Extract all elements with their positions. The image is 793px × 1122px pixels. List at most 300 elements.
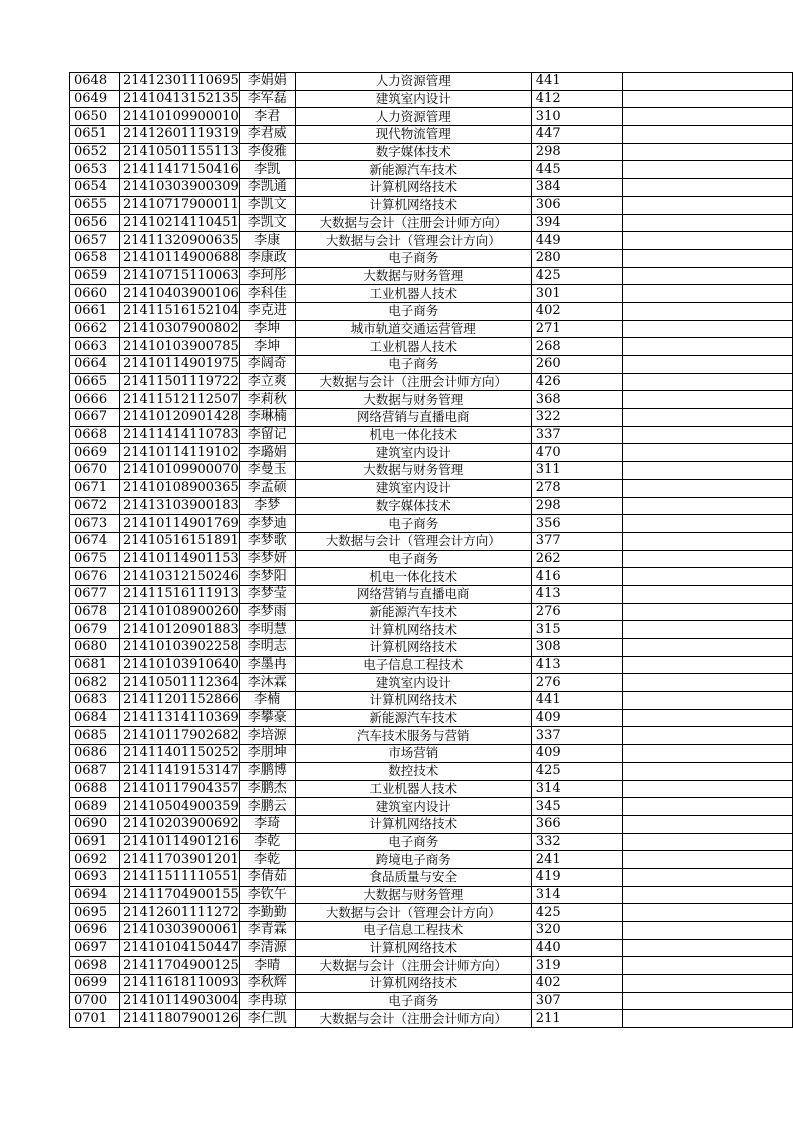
- exam-id-cell: 21411512112507: [120, 391, 240, 409]
- student-name-cell: 李朋坤: [239, 745, 295, 763]
- student-name-cell: 李鹏杰: [239, 780, 295, 798]
- score-cell: 307: [531, 992, 622, 1010]
- remark-cell: [622, 497, 792, 515]
- seq-cell: 0658: [70, 249, 120, 267]
- table-row: [70, 108, 793, 126]
- exam-id-cell: 21411516152104: [120, 302, 240, 320]
- major-cell: 大数据与财务管理: [295, 462, 531, 480]
- seq-cell: 0653: [70, 161, 120, 179]
- table-row: [70, 585, 793, 603]
- remark-cell: [622, 373, 792, 391]
- remark-cell: [622, 285, 792, 303]
- table-row: [70, 692, 793, 710]
- student-name-cell: 李凯文: [239, 214, 295, 232]
- table-row: [70, 815, 793, 833]
- major-cell: 人力资源管理: [295, 73, 531, 91]
- table-row: [70, 603, 793, 621]
- table-row: [70, 798, 793, 816]
- seq-cell: 0688: [70, 780, 120, 798]
- table-row: [70, 285, 793, 303]
- exam-id-cell: 21411201152866: [120, 692, 240, 710]
- score-cell: 384: [531, 179, 622, 197]
- table-row: [70, 249, 793, 267]
- major-cell: 数字媒体技术: [295, 143, 531, 161]
- exam-id-cell: 21410312150246: [120, 568, 240, 586]
- seq-cell: 0694: [70, 886, 120, 904]
- remark-cell: [622, 957, 792, 975]
- remark-cell: [622, 603, 792, 621]
- student-name-cell: 李康政: [239, 249, 295, 267]
- seq-cell: 0665: [70, 373, 120, 391]
- score-cell: 413: [531, 585, 622, 603]
- student-name-cell: 李勤勤: [239, 904, 295, 922]
- table-row: [70, 868, 793, 886]
- remark-cell: [622, 727, 792, 745]
- student-name-cell: 李琦: [239, 815, 295, 833]
- student-name-cell: 李冉琼: [239, 992, 295, 1010]
- remark-cell: [622, 267, 792, 285]
- table-row: [70, 214, 793, 232]
- student-name-cell: 李立爽: [239, 373, 295, 391]
- seq-cell: 0679: [70, 621, 120, 639]
- score-sheet: [69, 72, 793, 1028]
- exam-id-cell: 21410109900010: [120, 108, 240, 126]
- seq-cell: 0697: [70, 939, 120, 957]
- exam-id-cell: 21410403900106: [120, 285, 240, 303]
- table-row: [70, 161, 793, 179]
- table-row: [70, 320, 793, 338]
- student-name-cell: 李璐娟: [239, 444, 295, 462]
- exam-id-cell: 21410413152135: [120, 90, 240, 108]
- exam-id-cell: 21411419153147: [120, 762, 240, 780]
- seq-cell: 0698: [70, 957, 120, 975]
- major-cell: 计算机网络技术: [295, 975, 531, 993]
- exam-id-cell: 21412301110695: [120, 73, 240, 91]
- major-cell: 大数据与会计（注册会计师方向）: [295, 373, 531, 391]
- score-cell: 425: [531, 267, 622, 285]
- major-cell: 数控技术: [295, 762, 531, 780]
- table-row: [70, 73, 793, 91]
- major-cell: 网络营销与直播电商: [295, 409, 531, 427]
- student-name-cell: 李坤: [239, 338, 295, 356]
- exam-id-cell: 21410114901153: [120, 550, 240, 568]
- student-name-cell: 李凯: [239, 161, 295, 179]
- seq-cell: 0648: [70, 73, 120, 91]
- seq-cell: 0684: [70, 709, 120, 727]
- major-cell: 电子商务: [295, 302, 531, 320]
- score-cell: 425: [531, 904, 622, 922]
- score-cell: 441: [531, 692, 622, 710]
- student-name-cell: 李君: [239, 108, 295, 126]
- seq-cell: 0667: [70, 409, 120, 427]
- exam-id-cell: 21411704900155: [120, 886, 240, 904]
- major-cell: 大数据与会计（管理会计方向）: [295, 904, 531, 922]
- major-cell: 城市轨道交通运营管理: [295, 320, 531, 338]
- exam-id-cell: 21410108900365: [120, 479, 240, 497]
- major-cell: 人力资源管理: [295, 108, 531, 126]
- major-cell: 计算机网络技术: [295, 179, 531, 197]
- major-cell: 机电一体化技术: [295, 426, 531, 444]
- student-name-cell: 李凯通: [239, 179, 295, 197]
- table-row: [70, 957, 793, 975]
- student-name-cell: 李墨冉: [239, 656, 295, 674]
- exam-id-cell: 21410108900260: [120, 603, 240, 621]
- seq-cell: 0651: [70, 126, 120, 144]
- seq-cell: 0664: [70, 356, 120, 374]
- exam-id-cell: 21410307900802: [120, 320, 240, 338]
- exam-id-cell: 21410501155113: [120, 143, 240, 161]
- student-name-cell: 李梦莹: [239, 585, 295, 603]
- exam-id-cell: 21413103900183: [120, 497, 240, 515]
- exam-id-cell: 21412601119319: [120, 126, 240, 144]
- table-row: [70, 90, 793, 108]
- major-cell: 大数据与会计（管理会计方向）: [295, 232, 531, 250]
- student-name-cell: 李钦午: [239, 886, 295, 904]
- major-cell: 建筑室内设计: [295, 798, 531, 816]
- remark-cell: [622, 656, 792, 674]
- major-cell: 大数据与会计（注册会计师方向）: [295, 1010, 531, 1028]
- student-name-cell: 李科佳: [239, 285, 295, 303]
- score-cell: 425: [531, 762, 622, 780]
- exam-id-cell: 21410103900785: [120, 338, 240, 356]
- remark-cell: [622, 762, 792, 780]
- seq-cell: 0696: [70, 922, 120, 940]
- major-cell: 计算机网络技术: [295, 196, 531, 214]
- student-name-cell: 李梦阳: [239, 568, 295, 586]
- student-name-cell: 李娟娟: [239, 73, 295, 91]
- seq-cell: 0662: [70, 320, 120, 338]
- score-cell: 409: [531, 745, 622, 763]
- score-cell: 426: [531, 373, 622, 391]
- seq-cell: 0668: [70, 426, 120, 444]
- exam-id-cell: 21410103910640: [120, 656, 240, 674]
- exam-id-cell: 21410715110063: [120, 267, 240, 285]
- remark-cell: [622, 639, 792, 657]
- remark-cell: [622, 515, 792, 533]
- score-cell: 276: [531, 674, 622, 692]
- remark-cell: [622, 709, 792, 727]
- exam-id-cell: 21411807900126: [120, 1010, 240, 1028]
- seq-cell: 0692: [70, 851, 120, 869]
- exam-id-cell: 21411703901201: [120, 851, 240, 869]
- seq-cell: 0683: [70, 692, 120, 710]
- score-cell: 368: [531, 391, 622, 409]
- major-cell: 电子商务: [295, 550, 531, 568]
- exam-id-cell: 21410504900359: [120, 798, 240, 816]
- seq-cell: 0700: [70, 992, 120, 1010]
- student-name-cell: 李清源: [239, 939, 295, 957]
- seq-cell: 0672: [70, 497, 120, 515]
- remark-cell: [622, 745, 792, 763]
- remark-cell: [622, 196, 792, 214]
- major-cell: 建筑室内设计: [295, 479, 531, 497]
- table-row: [70, 1010, 793, 1028]
- table-row: [70, 302, 793, 320]
- seq-cell: 0676: [70, 568, 120, 586]
- score-cell: 308: [531, 639, 622, 657]
- exam-id-cell: 21410114901975: [120, 356, 240, 374]
- major-cell: 新能源汽车技术: [295, 161, 531, 179]
- table-row: [70, 568, 793, 586]
- major-cell: 大数据与会计（注册会计师方向）: [295, 214, 531, 232]
- student-name-cell: 李秋辉: [239, 975, 295, 993]
- seq-cell: 0649: [70, 90, 120, 108]
- table-row: [70, 196, 793, 214]
- score-cell: 322: [531, 409, 622, 427]
- score-cell: 402: [531, 302, 622, 320]
- exam-id-cell: 21410114901769: [120, 515, 240, 533]
- major-cell: 建筑室内设计: [295, 90, 531, 108]
- major-cell: 市场营销: [295, 745, 531, 763]
- remark-cell: [622, 302, 792, 320]
- exam-id-cell: 21410120901883: [120, 621, 240, 639]
- major-cell: 大数据与财务管理: [295, 391, 531, 409]
- major-cell: 计算机网络技术: [295, 939, 531, 957]
- exam-id-cell: 21410103902258: [120, 639, 240, 657]
- score-cell: 416: [531, 568, 622, 586]
- score-cell: 337: [531, 727, 622, 745]
- score-cell: 306: [531, 196, 622, 214]
- remark-cell: [622, 409, 792, 427]
- student-name-cell: 李仁凯: [239, 1010, 295, 1028]
- exam-id-cell: 21411511110551: [120, 868, 240, 886]
- exam-id-cell: 21410114903004: [120, 992, 240, 1010]
- score-cell: 412: [531, 90, 622, 108]
- seq-cell: 0681: [70, 656, 120, 674]
- exam-id-cell: 21411414110783: [120, 426, 240, 444]
- student-name-cell: 李琳楠: [239, 409, 295, 427]
- student-name-cell: 李明慧: [239, 621, 295, 639]
- major-cell: 建筑室内设计: [295, 444, 531, 462]
- seq-cell: 0675: [70, 550, 120, 568]
- major-cell: 汽车技术服务与营销: [295, 727, 531, 745]
- major-cell: 新能源汽车技术: [295, 709, 531, 727]
- score-cell: 332: [531, 833, 622, 851]
- table-row: [70, 267, 793, 285]
- major-cell: 电子商务: [295, 992, 531, 1010]
- table-row: [70, 762, 793, 780]
- score-cell: 440: [531, 939, 622, 957]
- score-cell: 377: [531, 532, 622, 550]
- remark-cell: [622, 143, 792, 161]
- major-cell: 大数据与财务管理: [295, 886, 531, 904]
- remark-cell: [622, 780, 792, 798]
- exam-id-cell: 21410203900692: [120, 815, 240, 833]
- remark-cell: [622, 798, 792, 816]
- seq-cell: 0678: [70, 603, 120, 621]
- exam-id-cell: 21410117904357: [120, 780, 240, 798]
- score-cell: 314: [531, 780, 622, 798]
- score-cell: 315: [531, 621, 622, 639]
- score-cell: 366: [531, 815, 622, 833]
- remark-cell: [622, 621, 792, 639]
- seq-cell: 0687: [70, 762, 120, 780]
- seq-cell: 0657: [70, 232, 120, 250]
- student-name-cell: 李莉秋: [239, 391, 295, 409]
- remark-cell: [622, 975, 792, 993]
- major-cell: 电子商务: [295, 833, 531, 851]
- remark-cell: [622, 356, 792, 374]
- table-row: [70, 851, 793, 869]
- student-name-cell: 李梦歌: [239, 532, 295, 550]
- table-row: [70, 232, 793, 250]
- score-cell: 345: [531, 798, 622, 816]
- table-row: [70, 444, 793, 462]
- major-cell: 跨境电子商务: [295, 851, 531, 869]
- major-cell: 现代物流管理: [295, 126, 531, 144]
- exam-id-cell: 21410214110451: [120, 214, 240, 232]
- seq-cell: 0699: [70, 975, 120, 993]
- table-row: [70, 126, 793, 144]
- student-name-cell: 李梦迪: [239, 515, 295, 533]
- table-row: [70, 462, 793, 480]
- seq-cell: 0666: [70, 391, 120, 409]
- exam-id-cell: 21410516151891: [120, 532, 240, 550]
- major-cell: 大数据与财务管理: [295, 267, 531, 285]
- remark-cell: [622, 249, 792, 267]
- score-cell: 356: [531, 515, 622, 533]
- seq-cell: 0690: [70, 815, 120, 833]
- student-name-cell: 李沐霖: [239, 674, 295, 692]
- student-name-cell: 李乾: [239, 851, 295, 869]
- table-row: [70, 745, 793, 763]
- seq-cell: 0685: [70, 727, 120, 745]
- remark-cell: [622, 692, 792, 710]
- student-name-cell: 李梦雨: [239, 603, 295, 621]
- student-name-cell: 李俊雅: [239, 143, 295, 161]
- seq-cell: 0663: [70, 338, 120, 356]
- seq-cell: 0693: [70, 868, 120, 886]
- student-name-cell: 李晴: [239, 957, 295, 975]
- seq-cell: 0691: [70, 833, 120, 851]
- score-cell: 241: [531, 851, 622, 869]
- seq-cell: 0673: [70, 515, 120, 533]
- exam-id-cell: 21410114901216: [120, 833, 240, 851]
- table-row: [70, 479, 793, 497]
- remark-cell: [622, 320, 792, 338]
- exam-id-cell: 21410501112364: [120, 674, 240, 692]
- score-cell: 449: [531, 232, 622, 250]
- remark-cell: [622, 1010, 792, 1028]
- student-name-cell: 李珂彤: [239, 267, 295, 285]
- major-cell: 数字媒体技术: [295, 497, 531, 515]
- table-row: [70, 922, 793, 940]
- major-cell: 电子信息工程技术: [295, 656, 531, 674]
- table-row: [70, 727, 793, 745]
- score-cell: 310: [531, 108, 622, 126]
- remark-cell: [622, 444, 792, 462]
- exam-id-cell: 21410303900309: [120, 179, 240, 197]
- table-row: [70, 426, 793, 444]
- major-cell: 计算机网络技术: [295, 639, 531, 657]
- table-row: [70, 939, 793, 957]
- major-cell: 大数据与会计（注册会计师方向）: [295, 957, 531, 975]
- student-name-cell: 李梦: [239, 497, 295, 515]
- table-row: [70, 550, 793, 568]
- score-cell: 441: [531, 73, 622, 91]
- seq-cell: 0677: [70, 585, 120, 603]
- student-name-cell: 李倩茹: [239, 868, 295, 886]
- major-cell: 工业机器人技术: [295, 780, 531, 798]
- exam-id-cell: 21411314110369: [120, 709, 240, 727]
- remark-cell: [622, 833, 792, 851]
- student-name-cell: 李青霖: [239, 922, 295, 940]
- seq-cell: 0680: [70, 639, 120, 657]
- score-cell: 320: [531, 922, 622, 940]
- major-cell: 新能源汽车技术: [295, 603, 531, 621]
- remark-cell: [622, 90, 792, 108]
- score-cell: 260: [531, 356, 622, 374]
- score-cell: 413: [531, 656, 622, 674]
- table-row: [70, 992, 793, 1010]
- seq-cell: 0701: [70, 1010, 120, 1028]
- score-cell: 337: [531, 426, 622, 444]
- seq-cell: 0671: [70, 479, 120, 497]
- seq-cell: 0670: [70, 462, 120, 480]
- table-row: [70, 515, 793, 533]
- student-name-cell: 李攀豪: [239, 709, 295, 727]
- exam-id-cell: 21411704900125: [120, 957, 240, 975]
- remark-cell: [622, 851, 792, 869]
- seq-cell: 0689: [70, 798, 120, 816]
- major-cell: 电子商务: [295, 515, 531, 533]
- student-name-cell: 李培源: [239, 727, 295, 745]
- table-row: [70, 904, 793, 922]
- score-cell: 402: [531, 975, 622, 993]
- table-row: [70, 532, 793, 550]
- score-cell: 271: [531, 320, 622, 338]
- student-name-cell: 李君威: [239, 126, 295, 144]
- seq-cell: 0660: [70, 285, 120, 303]
- major-cell: 电子商务: [295, 356, 531, 374]
- major-cell: 计算机网络技术: [295, 621, 531, 639]
- major-cell: 机电一体化技术: [295, 568, 531, 586]
- remark-cell: [622, 73, 792, 91]
- exam-id-cell: 21412601111272: [120, 904, 240, 922]
- remark-cell: [622, 161, 792, 179]
- exam-id-cell: 21411618110093: [120, 975, 240, 993]
- major-cell: 电子商务: [295, 249, 531, 267]
- score-cell: 470: [531, 444, 622, 462]
- exam-id-cell: 21411516111913: [120, 585, 240, 603]
- table-row: [70, 497, 793, 515]
- remark-cell: [622, 815, 792, 833]
- student-name-cell: 李坤: [239, 320, 295, 338]
- student-name-cell: 李曼玉: [239, 462, 295, 480]
- remark-cell: [622, 550, 792, 568]
- admission-score-table: [69, 72, 793, 1028]
- student-name-cell: 李鹏博: [239, 762, 295, 780]
- exam-id-cell: 21410120901428: [120, 409, 240, 427]
- score-cell: 268: [531, 338, 622, 356]
- seq-cell: 0650: [70, 108, 120, 126]
- remark-cell: [622, 108, 792, 126]
- score-cell: 445: [531, 161, 622, 179]
- student-name-cell: 李鹏云: [239, 798, 295, 816]
- table-row: [70, 975, 793, 993]
- student-name-cell: 李军磊: [239, 90, 295, 108]
- score-cell: 394: [531, 214, 622, 232]
- table-row: [70, 709, 793, 727]
- seq-cell: 0695: [70, 904, 120, 922]
- table-row: [70, 886, 793, 904]
- exam-id-cell: 21411501119722: [120, 373, 240, 391]
- remark-cell: [622, 232, 792, 250]
- major-cell: 工业机器人技术: [295, 285, 531, 303]
- table-row: [70, 674, 793, 692]
- remark-cell: [622, 939, 792, 957]
- score-cell: 262: [531, 550, 622, 568]
